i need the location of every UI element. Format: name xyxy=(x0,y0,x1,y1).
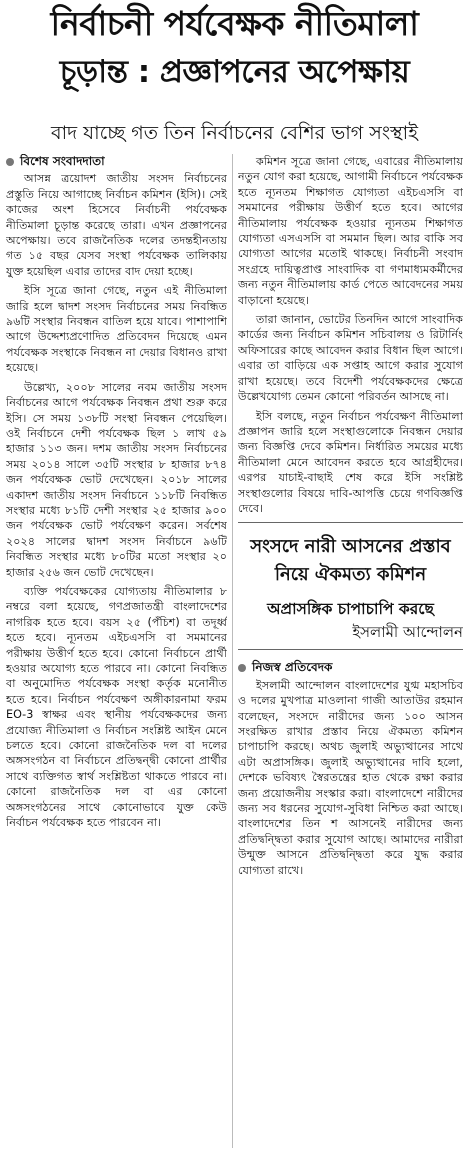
subheading: বাদ যাচ্ছে গত তিন নির্বাচনের বেশির ভাগ সংস্থাই xyxy=(51,122,418,144)
right-column xyxy=(238,154,463,1148)
section-rule xyxy=(238,522,463,523)
paragraph: ইসি বলছে, নতুন নির্বাচন পর্যবেক্ষণ নীতিমালা প্রজ্ঞাপন জারি হলে সংস্থাগুলোকে নিবন্ধন দেয়ার জন্য বিজ্ঞপ্তি দেবে কমিশন। নির্ধারিত সময়ের মধ্যে নীতিমালা মেনে আবেদন করতে হবে আগ্রহীদের। এরপর যাচাই-বাছাই শেষ করে ইসি সংশ্লিষ্ট সংস্থাগুলোর বিষয়ে দাবি-আপত্তি চেয়ে গণবিজ্ঞপ্তি দেবে। xyxy=(238,409,463,515)
column-divider xyxy=(232,154,233,1148)
headline-line-2: চূড়ান্ত : প্রজ্ঞাপনের অপেক্ষায় xyxy=(59,54,410,90)
story-byline xyxy=(6,154,227,169)
paragraph: তারা জানান, ভোটের তিনদিন আগে সাংবাদিক কার্ডের জন্য নির্বাচন কমিশন সচিবালয় ও রিটার্নিং অফিসারের কাছে আবেদন করার বিধান ছিল আগে। এবার তা বাড়িয়ে এক সপ্তাহ আগে করার সুযোগ রাখা হয়েছে। তবে বিদেশী পর্যবেক্ষকদের ক্ষেত্রে উল্লেখযোগ্য তেমন কোনো পরিবর্তন আসছে না। xyxy=(238,313,463,404)
bullet-icon xyxy=(6,158,14,166)
byline-text: বিশেষ সংবাদদাতা xyxy=(20,154,105,168)
paragraph: ব্যক্তি পর্যবেক্ষকের যোগ্যতায় নীতিমালার ৮ নম্বরে বলা হয়েছে, গণপ্রজাতন্ত্রী বাংলাদেশের নাগরিক হতে হবে। বয়স ২৫ (পঁচিশ) বা তদূর্ধ্ব হতে হবে। ন্যূনতম এইচএসসি বা সমমানের পরীক্ষায় উত্তীর্ণ হতে হবে। কোনো নির্বাচনে প্রার্থী হওয়ার অযোগ্য হতে পারবে না। কোনো নিবন্ধিত বা অনুমোদিত পর্যবেক্ষক সংস্থা কর্তৃক মনোনীত হতে হবে। নির্বাচন পর্যবেক্ষণ অঙ্গীকারনামা ফরম EO-3 স্বাক্ষর এবং স্থানীয় পর্যবেক্ষকদের জন্য প্রযোজ্য নীতিমালা ও নির্বাচন সংশ্লিষ্ট আইন মেনে চলতে হবে। কোনো রাজনৈতিক দল বা দলের অঙ্গসংগঠন বা নির্বাচনে প্রতিদ্বন্দ্বী কোনো প্রার্থীর সাথে ব্যক্তিগত স্বার্থ সংশ্লিষ্টতা থাকতে পারবে না। কোনো রাজনৈতিক দল বা এর কোনো অঙ্গসংগঠনের সাথে কোনোভাবে যুক্ত কেউ নির্বাচন পর্যবেক্ষক হতে পারবেন না। xyxy=(6,584,227,830)
paragraph: ইসলামী আন্দোলন বাংলাদেশের যুগ্ম মহাসচিব ও দলের মুখপাত্র মাওলানা গাজী আতাউর রহমান বলেছেন, সংসদে নারীদের জন্য ১০০ আসন সংরক্ষিত রাখার প্রস্তাব নিয়ে ঐকমত্য কমিশন চাপাচাপি করছে। অথচ জুলাই অভ্যুত্থানের সাথে এটা অপ্রাসঙ্গিক। জুলাই অভ্যুত্থানের দাবি হলো, দেশকে ভবিষ্যৎ স্বৈরতন্ত্রের হাত থেকে রক্ষা করার জন্য প্রয়োজনীয় সংস্কার করা। বাংলাদেশে নারীদের জন্য সব ধরনের সুযোগ-সুবিধা নিশ্চিত করা আছে। বাংলাদেশের তিন শ আসনেই নারীদের জন্য প্রতিদ্বন্দ্বিতা করার সুযোগ আছে। আমাদের নারীরা উন্মুক্ত আসনে প্রতিদ্বন্দ্বিতা করে যুদ্ধ করার যোগ্যতা রাখে। xyxy=(238,678,463,877)
paragraph: ইসি সূত্রে জানা গেছে, নতুন এই নীতিমালা জারি হলে দ্বাদশ সংসদ নির্বাচনের সময় নিবন্ধিত ৯৬টি সংস্থার নিবন্ধন বাতিল হয়ে যাবে। পাশাপাশি আগে উদ্দেশ্যপ্রণোদিত প্রতিবেদন দিয়েছে এমন পর্যবেক্ষক সংস্থাকে নিবন্ধন না দেয়ার বিধানও রাখা হয়েছে। xyxy=(6,284,227,375)
headline-line-1: নির্বাচনী পর্যবেক্ষক নীতিমালা xyxy=(50,4,419,43)
section-rule xyxy=(238,649,463,650)
left-column xyxy=(6,154,227,1148)
paragraph: উল্লেখ্য, ২০০৮ সালের নবম জাতীয় সংসদ নির্বাচনের আগে পর্যবেক্ষক নিবন্ধন প্রথা শুরু করে ইসি। সে সময় ১৩৮টি সংস্থা নিবন্ধন পেয়েছিল। ওই নির্বাচনে দেশী পর্যবেক্ষক ছিল ১ লাখ ৫৯ হাজার ১১৩ জন। দশম জাতীয় সংসদ নির্বাচনের সময় ২০১৪ সালে ৩৫টি সংস্থার ৮ হাজার ৮৭৪ জন পর্যবেক্ষক ভোট দেখেছেন। ২০১৮ সালের একাদশ জাতীয় সংসদ নির্বাচনে ১১৮টি নিবন্ধিত সংস্থার মধ্যে ৮১টি দেশী সংস্থার ২৫ হাজার ৯০০ জন পর্যবেক্ষক ভোট পর্যবেক্ষণ করেন। সর্বশেষ ২০২৪ সালের দ্বাদশ সংসদ নির্বাচনে ৯৬টি নিবন্ধিত সংস্থার মধ্যে ৮০টির মতো সংস্থার ২০ হাজার ২৫৬ জন ভোট দেখেছেন। xyxy=(6,380,227,579)
story2-subtitle: অপ্রাসঙ্গিক চাপাচাপি করছে xyxy=(267,600,434,619)
byline-text: নিজস্ব প্রতিবেদক xyxy=(252,660,333,675)
story2-byline xyxy=(238,660,463,675)
story2-org: ইসলামী আন্দোলন xyxy=(352,623,463,642)
story2-title-line-1: সংসদে নারী আসনের প্রস্তাব xyxy=(250,536,451,558)
story2-title-line-2: নিয়ে ঐকমত্য কমিশন xyxy=(274,564,427,586)
paragraph: কমিশন সূত্রে জানা গেছে, এবারের নীতিমালায় নতুন যোগ করা হয়েছে, আগামী নির্বাচনে পর্যবেক্ষক হতে ন্যূনতম শিক্ষাগত যোগ্যতা এইচএসসি বা সমমানের পরীক্ষায় উত্তীর্ণ হতে হবে। আগের নীতিমালায় পর্যবেক্ষক হওয়ার ন্যূনতম শিক্ষাগত যোগ্যতা এসএসসি বা সমমান ছিল। আর বাকি সব যোগ্যতা আগের মতোই থাকছে। নির্বাচনী সংবাদ সংগ্রহে দায়িত্বপ্রাপ্ত সাংবাদিক বা গণমাধ্যমকর্মীদের জন্য নতুন নীতিমালায় কার্ড পেতে আবেদনের সময় বাড়ানো হয়েছে। xyxy=(238,155,463,307)
bullet-icon xyxy=(238,664,246,672)
paragraph: আসন্ন ত্রয়োদশ জাতীয় সংসদ নির্বাচনের প্রস্তুতি নিয়ে আগাচ্ছে নির্বাচন কমিশন (ইসি)। সেই কাজের অংশ হিসেবে নির্বাচনী পর্যবেক্ষক নীতিমালা চূড়ান্ত করেছে তারা। এখন প্রজ্ঞাপনের অপেক্ষায়। তবে রাজনৈতিক দলের তদন্তহীনতায় গত ১৫ বছর যেসব সংস্থা পর্যবেক্ষক তালিকায় যুক্ত হয়েছিল এবার তাদের বাদ দেয়া হচ্ছে। xyxy=(6,172,227,278)
